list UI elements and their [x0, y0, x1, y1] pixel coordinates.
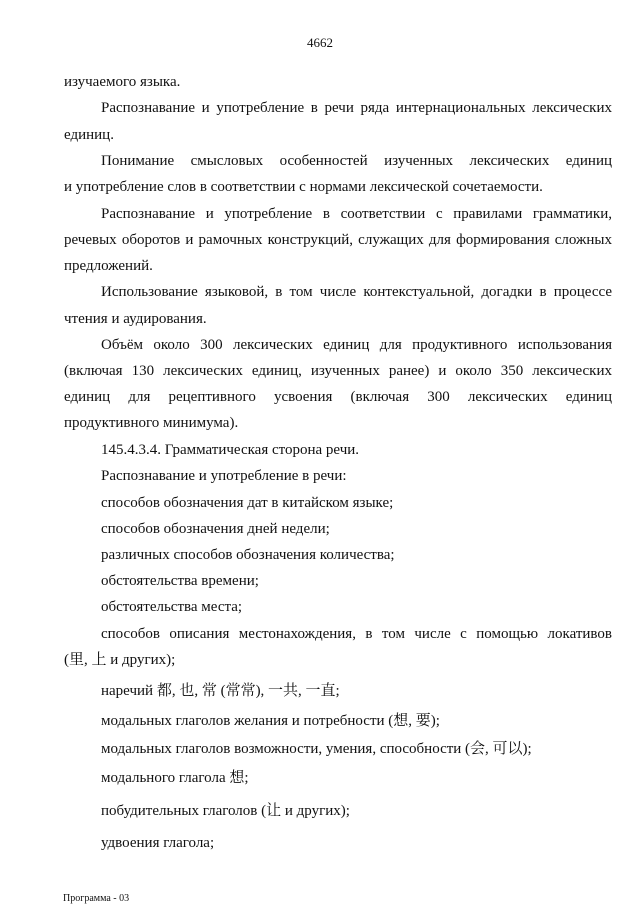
list-item: различных способов обозначения количества; — [101, 547, 395, 563]
text-line: Использование языковой, в том числе контекстуальной, догадки в процессе — [101, 284, 612, 300]
list-item: модальных глаголов возможности, умения, способности (会, 可以); — [101, 741, 532, 757]
text-line: Понимание смысловых особенностей изученных лексических единиц — [101, 153, 612, 169]
footer-label: Программа - 03 — [63, 893, 130, 904]
text-line: Объём около 300 лексических единиц для продуктивного использования — [101, 337, 612, 353]
list-item: обстоятельства времени; — [101, 573, 259, 589]
text-line: (включая 130 лексических единиц, изученных ранее) и около 350 лексических — [64, 363, 612, 379]
list-item: модальных глаголов желания и потребности (想, 要); — [101, 713, 440, 729]
page-number: 4662 — [307, 35, 333, 50]
text-line: речевых оборотов и рамочных конструкций, служащих для формирования сложных — [64, 232, 612, 248]
text-line: чтения и аудирования. — [64, 311, 207, 327]
list-item: способов обозначения дней недели; — [101, 521, 330, 537]
text-line: изучаемого языка. — [64, 74, 181, 90]
text-line: и употребление слов в соответствии с нормами лексической сочетаемости. — [64, 179, 543, 195]
text-line: Распознавание и употребление в речи ряда интернациональных лексических — [101, 100, 612, 116]
list-item: модального глагола 想; — [101, 770, 249, 786]
list-item: способов обозначения дат в китайском языке; — [101, 495, 394, 511]
list-item: побудительных глаголов (让 и других); — [101, 803, 350, 819]
text-line: единиц. — [64, 127, 114, 143]
list-item: способов описания местонахождения, в том числе с помощью локативов — [101, 626, 612, 642]
list-item: обстоятельства места; — [101, 599, 243, 615]
text-line: единиц для рецептивного усвоения (включая 300 лексических единиц — [64, 389, 612, 405]
text-line: Распознавание и употребление в речи: — [101, 468, 347, 484]
list-item: наречий 都, 也, 常 (常常), 一共, 一直; — [101, 683, 340, 699]
text-line: продуктивного минимума). — [64, 415, 239, 431]
text-line: Распознавание и употребление в соответствии с правилами грамматики, — [101, 206, 612, 222]
section-heading: 145.4.3.4. Грамматическая сторона речи. — [101, 442, 360, 458]
text-line: предложений. — [64, 258, 153, 274]
list-item: удвоения глагола; — [101, 835, 215, 851]
list-item: (里, 上 и других); — [64, 652, 176, 668]
